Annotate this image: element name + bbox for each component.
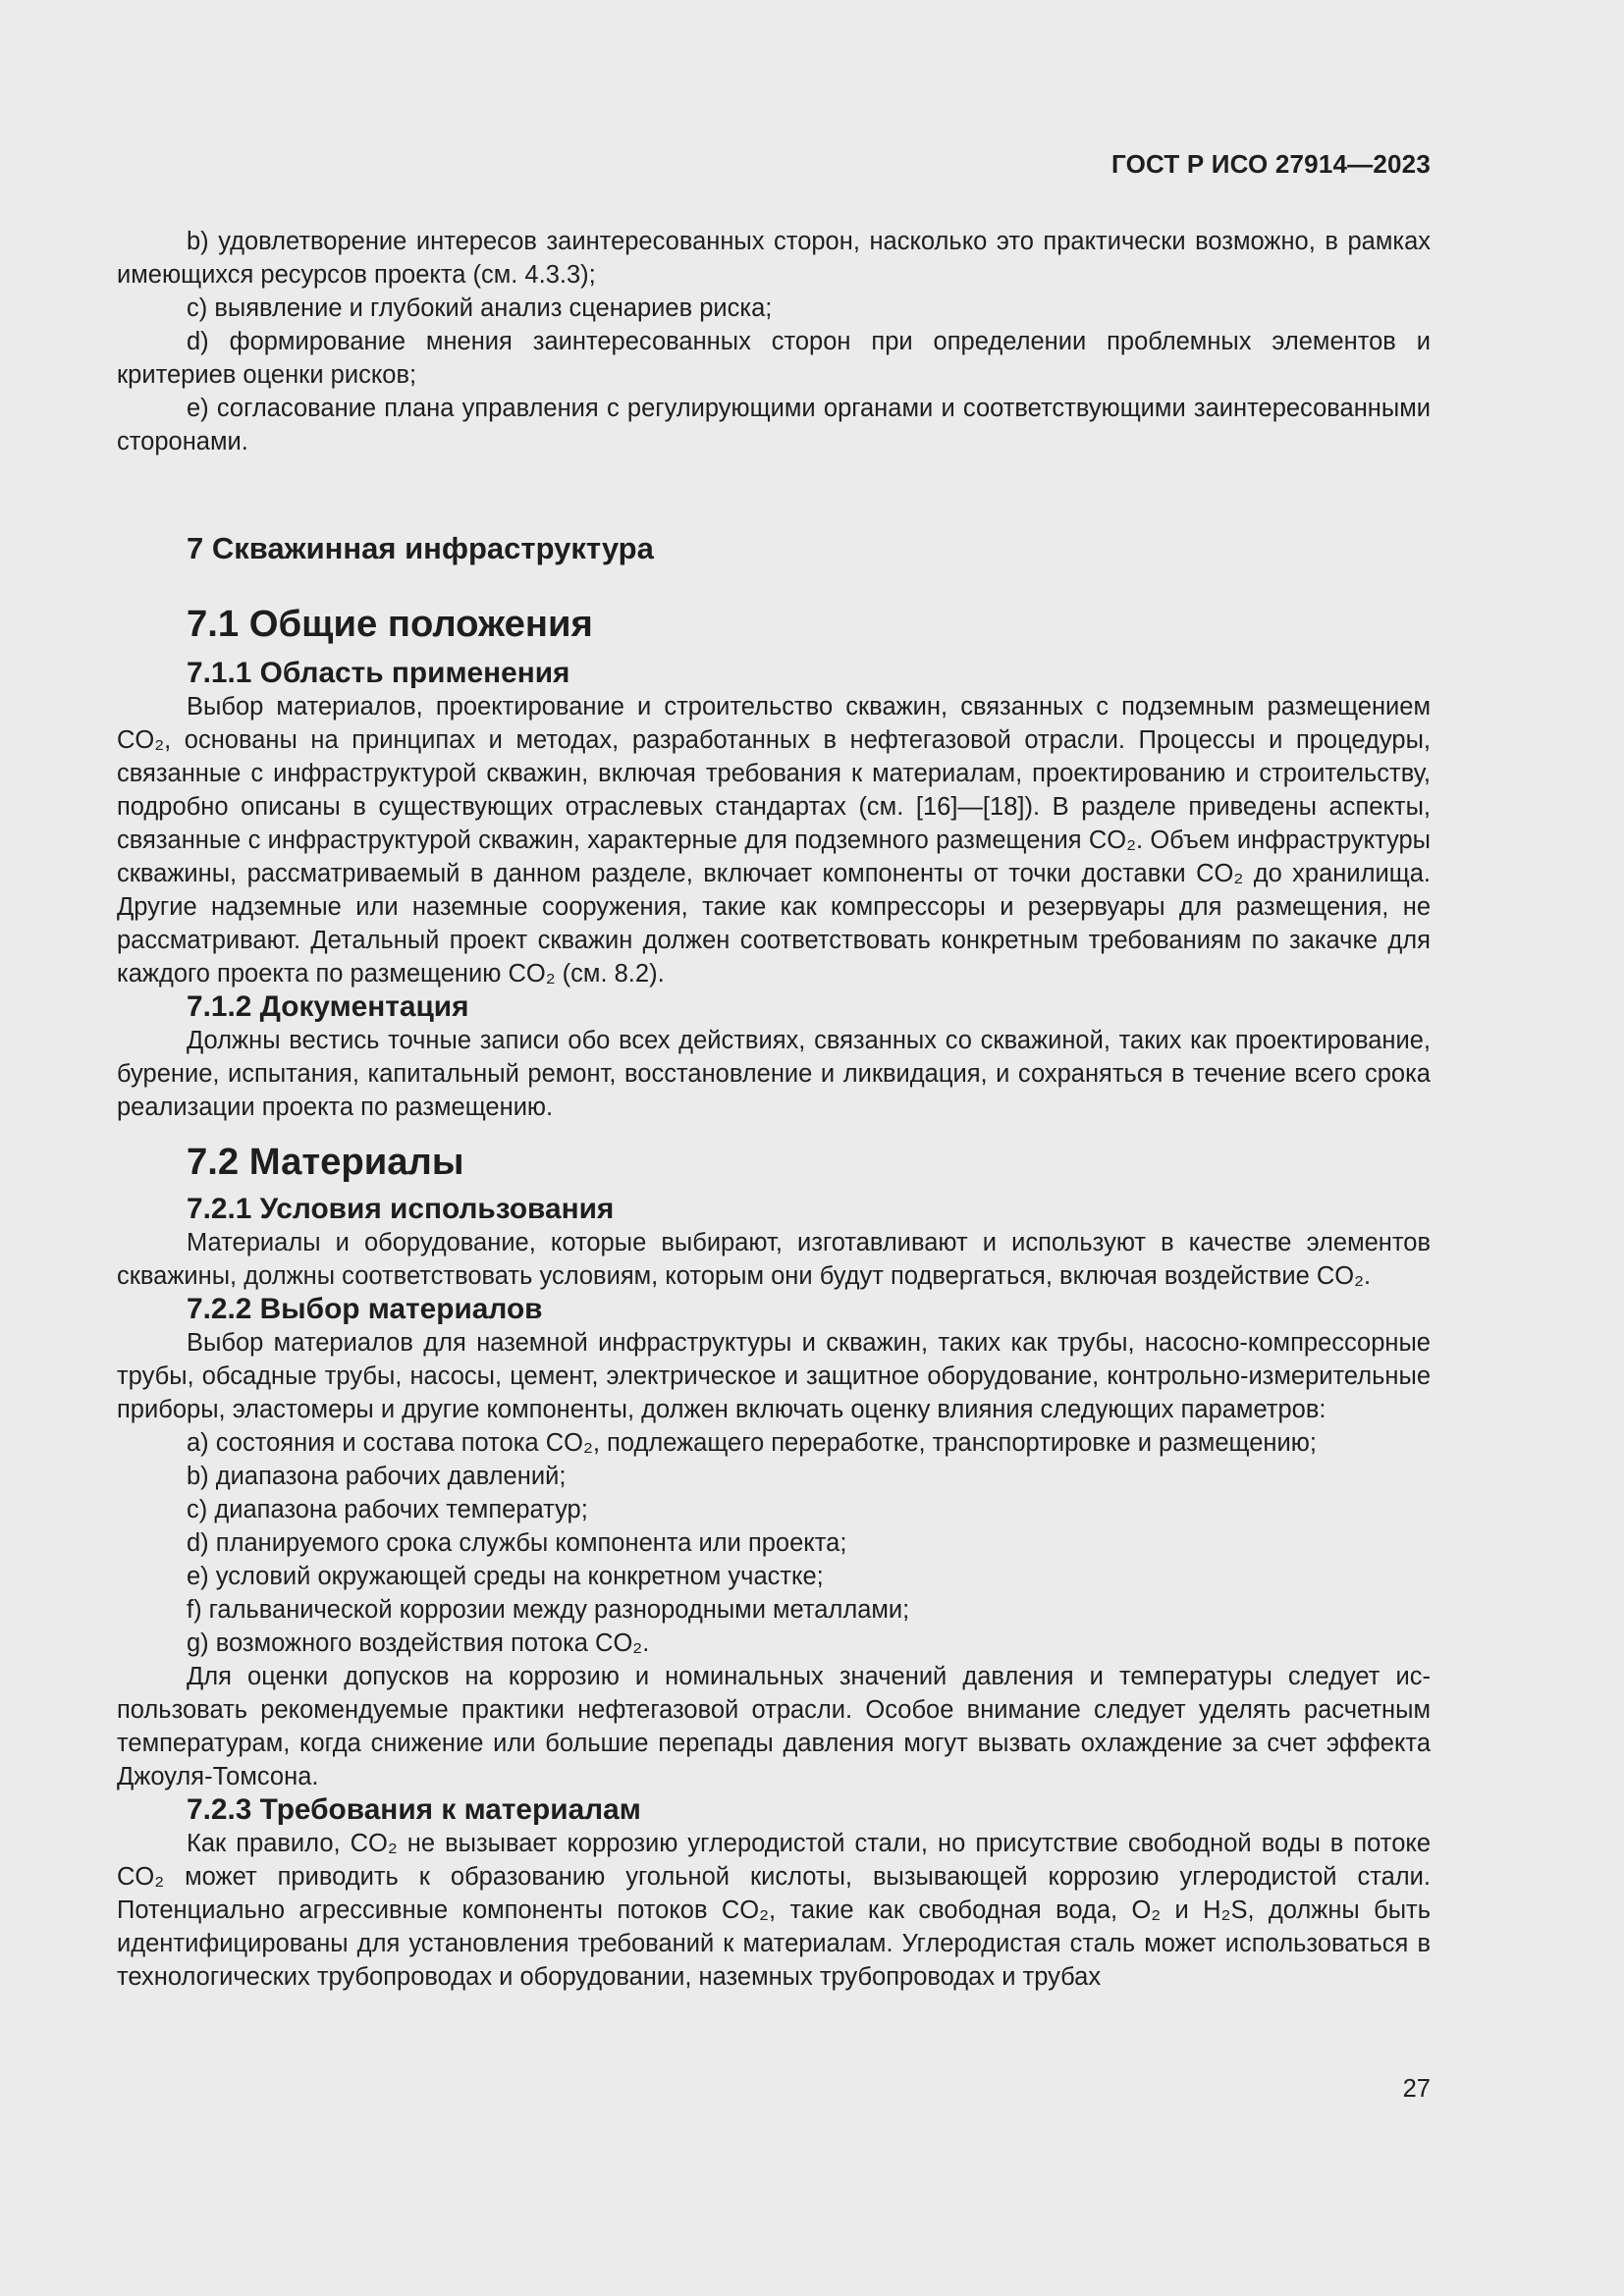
section-7-2-2-text: Выбор материалов для наземной инфраструктуры и скважин, таких как трубы, насосно-компрессорные трубы, обсадные трубы, насосы, цемент, электрическое и защитное оборудование, контрольно-измерительные приборы, эластомеры и другие компоненты, должен включать оценку влияния следующих параметров: [117, 1329, 1431, 1423]
document-page [117, 0, 1431, 2296]
section-7-2-3-text: Как правило, CO₂ не вызывает коррозию углеродистой стали, но присутствие свободной воды в потоке CO₂ может приводить к образованию угольной кислоты, вызывающей коррозию углеродистой стали. Потенциально агрессивные компоненты потоков CO₂, такие как свободная вода, O₂ и H₂S, должны быть идентифицированы для установления требований к материалам. Углеродистая сталь может использоваться в технологических трубопроводах и оборудовании, наземных трубопроводах и трубах [117, 1830, 1431, 1991]
list-item: f) гальванической коррозии между разнородными металлами; [187, 1596, 910, 1624]
list-item: c) диапазона рабочих температур; [187, 1496, 588, 1523]
section-7-2-2-after-text: Для оценки допусков на коррозию и номинальных значений давления и температуры следует использовать рекомендуемые практики нефтегазовой отрасли. Особое внимание следует уделять расчетным температурам, когда снижение или большие перепады давления могут вызвать охлаждение за счет эффекта Джоуля-Томсона. [117, 1663, 1431, 1790]
section-7-1-2-title: 7.1.2 Документация [187, 990, 469, 1023]
section-7-title: 7 Скважинная инфраструктура [187, 531, 654, 565]
list-item: a) состояния и состава потока CO₂, подлежащего переработке, транспортировке и размещению; [187, 1429, 1317, 1457]
section-7-2-1-title: 7.2.1 Условия использования [187, 1193, 615, 1225]
section-7-1-2-text: Должны вестись точные записи обо всех действиях, связанных со скважиной, таких как проектирование, бурение, испытания, капитальный ремонт, восстановление и ликвидация, и сохраняться в течение всего срока реализации проекта по размещению. [117, 1027, 1431, 1121]
list-item: e) условий окружающей среды на конкретном участке; [187, 1563, 824, 1590]
section-7-2-3-title: 7.2.3 Требования к материалам [187, 1793, 641, 1826]
list-item: d) формирование мнения заинтересованных сторон при определении проблемных элементов и критериев оценки рисков; [117, 328, 1431, 389]
document-id-header: ГОСТ Р ИСО 27914—2023 [1110, 149, 1431, 179]
section-7-1-title: 7.1 Общие положения [187, 603, 593, 645]
section-7-1-1-text: Выбор материалов, проектирование и строительство скважин, связанных с подземным размещением CO₂, основаны на принципах и методах, разработанных в нефтегазовой отрасли. Процессы и процедуры, связанные с инфраструктурой скважин, включая требования к материалам, проектированию и строительству, подробно описаны в существующих отраслевых стандартах (см. [16]—[18]). В разделе приведены аспекты, связанные с инфраструктурой скважин, характерные для подземного размещения CO₂. Объем инфраструктуры скважины, рассматриваемый в данном разделе, включает компоненты от точки доставки CO₂ до хранилища. Другие надземные или наземные сооружения, такие как компрессоры и резервуары для размещения, не рассматривают. Детальный проект скважин должен соответствовать конкретным требованиям по закачке для каждого проекта по размещению CO₂ (см. 8.2). [117, 693, 1431, 988]
page-number: 27 [1402, 2075, 1431, 2103]
section-7-2-1-text: Материалы и оборудование, которые выбирают, изготавливают и используют в качестве элементов скважины, должны соответствовать условиям, которым они будут подвергаться, включая воздействие CO₂. [117, 1229, 1431, 1290]
list-item: b) удовлетворение интересов заинтересованных сторон, насколько это практически возможно, в рамках имеющихся ресурсов проекта (см. 4.3.3); [117, 228, 1431, 289]
page-content [117, 225, 1431, 1994]
section-7-2-title: 7.2 Материалы [187, 1141, 464, 1183]
list-item: g) возможного воздействия потока CO₂. [187, 1629, 650, 1657]
list-item: e) согласование плана управления с регулирующими органами и соответствующими заинтересованными сторонами. [117, 395, 1431, 455]
section-7-1-1-title: 7.1.1 Область применения [187, 657, 570, 689]
list-item: b) диапазона рабочих давлений; [187, 1463, 567, 1490]
section-7-2-2-title: 7.2.2 Выбор материалов [187, 1293, 543, 1325]
list-item: c) выявление и глубокий анализ сценариев риска; [187, 294, 773, 322]
list-item: d) планируемого срока службы компонента или проекта; [187, 1529, 847, 1557]
